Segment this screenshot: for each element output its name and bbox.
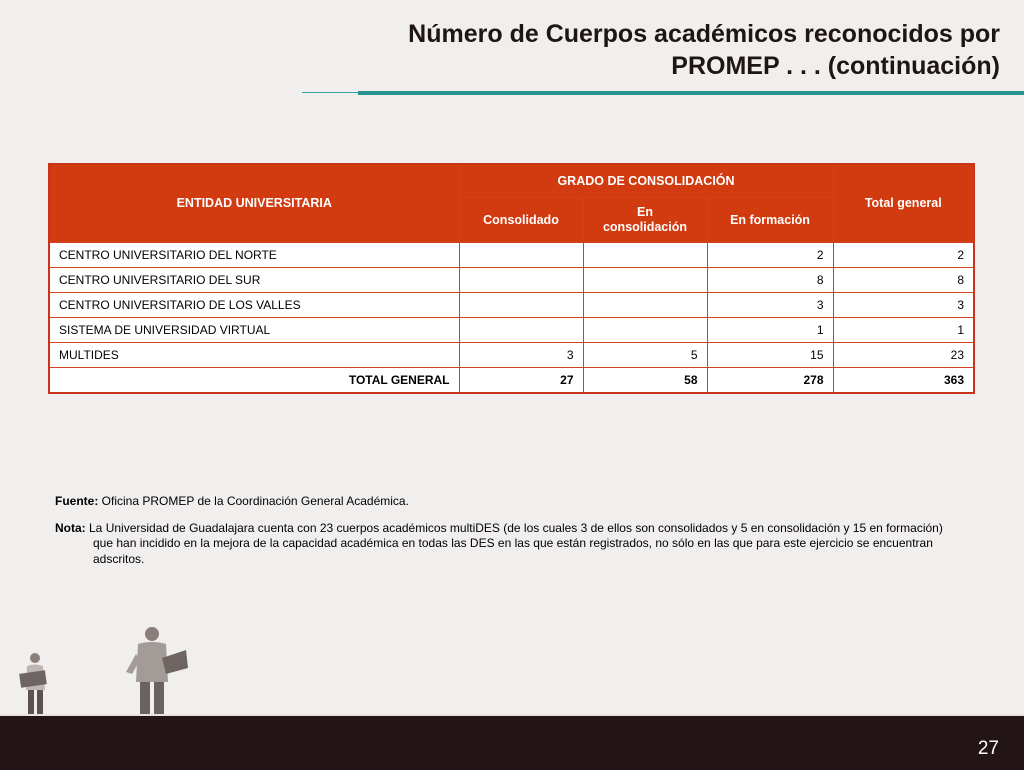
cell-en-consolidacion <box>583 243 707 268</box>
cell-entity: CENTRO UNIVERSITARIO DE LOS VALLES <box>49 293 459 318</box>
cell-en-formacion: 8 <box>707 268 833 293</box>
header-consolidation-group: GRADO DE CONSOLIDACIÓN <box>459 164 833 198</box>
cell-entity: CENTRO UNIVERSITARIO DEL SUR <box>49 268 459 293</box>
cell-total: 2 <box>833 243 974 268</box>
cell-en-formacion: 1 <box>707 318 833 343</box>
cell-entity: MULTIDES <box>49 343 459 368</box>
slide-title-line-2: PROMEP . . . (continuación) <box>671 52 1000 80</box>
source-label: Fuente: <box>55 494 99 508</box>
cell-consolidado <box>459 293 583 318</box>
note-text: La Universidad de Guadalajara cuenta con 23 cuerpos académicos multiDES (de los cuales 3 de ellos son consolidados y 5 en consolidación y 15 en formación) que han incidido en la mejora de la capacidad académica en todas las DES en las que están registrados, no sólo en las que para este ejercicio se encuentran adscritos. <box>85 520 943 566</box>
source-note <box>55 494 955 510</box>
table-total-row <box>49 368 974 394</box>
header-entity: ENTIDAD UNIVERSITARIA <box>49 164 459 243</box>
slide-footer <box>0 714 1024 770</box>
table-row <box>49 318 974 343</box>
cell-consolidado: 3 <box>459 343 583 368</box>
notes-section <box>55 494 955 578</box>
title-underline-thick <box>358 91 1024 95</box>
cell-total-en-formacion: 278 <box>707 368 833 394</box>
cell-entity: SISTEMA DE UNIVERSIDAD VIRTUAL <box>49 318 459 343</box>
cell-en-formacion: 2 <box>707 243 833 268</box>
table-row <box>49 293 974 318</box>
cell-total: 23 <box>833 343 974 368</box>
person-with-laptop-small-icon <box>14 650 58 718</box>
header-en-consolidacion: En consolidación <box>583 198 707 243</box>
header-consolidado: Consolidado <box>459 198 583 243</box>
explanatory-note <box>55 521 955 568</box>
cell-consolidado <box>459 318 583 343</box>
source-text: Oficina PROMEP de la Coordinación General Académica. <box>98 494 409 508</box>
person-with-laptop-large-icon <box>116 624 190 716</box>
cell-en-consolidacion <box>583 268 707 293</box>
cell-total: 3 <box>833 293 974 318</box>
header-total: Total general <box>833 164 974 243</box>
cell-en-consolidacion: 5 <box>583 343 707 368</box>
cell-entity: CENTRO UNIVERSITARIO DEL NORTE <box>49 243 459 268</box>
cell-en-consolidacion <box>583 293 707 318</box>
cell-en-formacion: 15 <box>707 343 833 368</box>
note-label: Nota: <box>55 520 86 535</box>
page-number: 27 <box>977 738 999 759</box>
cell-total-label: TOTAL GENERAL <box>49 368 459 394</box>
table-row <box>49 268 974 293</box>
cell-total: 8 <box>833 268 974 293</box>
table-row <box>49 243 974 268</box>
title-underline-thin <box>302 92 358 93</box>
table-row <box>49 343 974 368</box>
header-en-formacion: En formación <box>707 198 833 243</box>
cell-consolidado <box>459 268 583 293</box>
cell-en-formacion: 3 <box>707 293 833 318</box>
slide-title-line-1: Número de Cuerpos académicos reconocidos por <box>408 20 1000 48</box>
cell-total-en-consolidacion: 58 <box>583 368 707 394</box>
slide-title <box>280 18 1000 82</box>
cell-total: 1 <box>833 318 974 343</box>
cell-total-consolidado: 27 <box>459 368 583 394</box>
cell-en-consolidacion <box>583 318 707 343</box>
cell-consolidado <box>459 243 583 268</box>
consolidation-table <box>48 163 975 394</box>
cell-total-general: 363 <box>833 368 974 394</box>
